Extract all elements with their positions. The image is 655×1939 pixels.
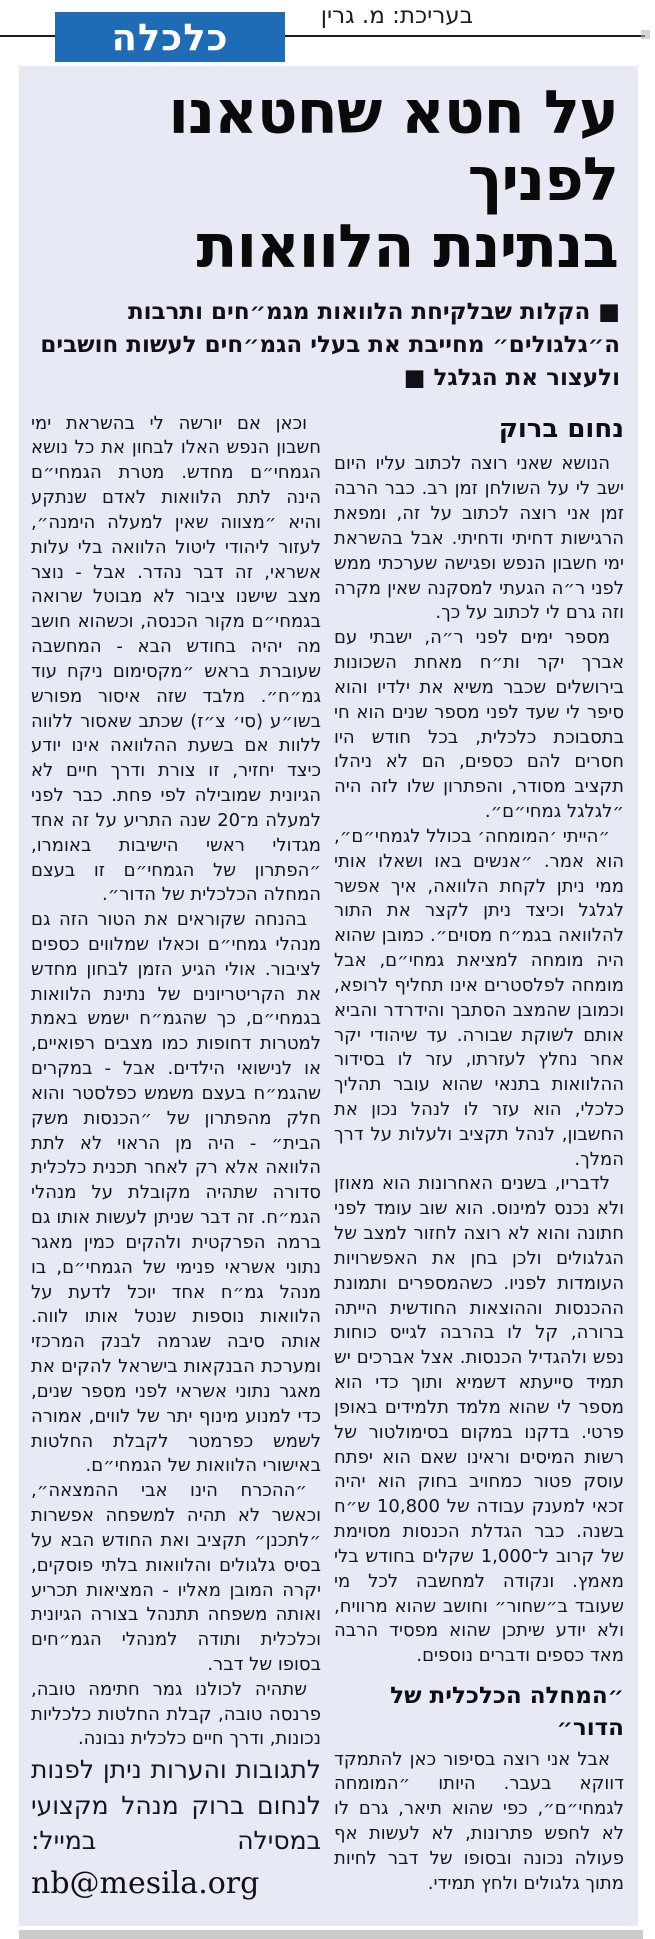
page-header [0,0,655,66]
paragraph: ״הייתי ׳המומחה׳ בכולל לגמחי״ם״, הוא אמר. ״אנשים באו ושאלו אותי ממי ניתן לקחת הלוואה, איך אפשר לגלגל וכיצד ניתן לקצר את התור להלוואה בגמ״ח מסוים״. כמובן שהוא היה מומחה למציאת גמחי״ם, אבל מומחה לפלסטרים אינו תחליף לרופא, וכמובן שהמצב הסתבך והידרדר והביא אותם לשוקת שבורה. עד שיהודי יקר אחר נחלץ לעזרתו, עזר לו בסידור ההלוואות בתנאי שהוא עובר תהליך כלכלי, הוא עזר לו לנהל נכון את החשבון, לנהל תקציב ולעלות על דרך המלך. [334,825,624,1170]
paragraph: הנושא שאני רוצה לכתוב עליו היום ישב לי על השולחן זמן רב. כבר הרבה זמן אני רוצה לכתוב על זה, ומפאת הרגישות דחיתי ודחיתי. אבל בהשראת ימי חשבון הנפש ופגישה שערכתי ממש לפני ר״ה הגעתי למסקנה שאין מקרה וזה גרם לי לכתוב על כך. [334,453,624,624]
article-title-line2: בנתינת הלוואות [196,212,618,283]
contact-email: nb@mesila.org [31,1865,260,1901]
author-byline: נחום ברוק [498,413,624,444]
paragraph: לדבריו, בשנים האחרונות הוא מאוזן ולא נכנס למינוס. הוא שוב עומד לפני חתונה והוא לא רוצה לחזור למצב של הגלגולים ולכן בחן את האפשרויות העומדות לפניו. כשהמספרים ותמונת ההכנסות וההוצאות החודשית הייתה ברורה, קל לו בהרבה לגייס כוחות נפש ולהגדיל הכנסות. אצל אברכים יש תמיד סייעתא דשמיא ותוך כדי הוא מספר לי שהוא מלמד תלמידים באופן פרטי. בדקנו במקום בסימולטור של רשות המיסים וראינו שאם הוא יפתח עוסק פטור כמחויב בחוק הוא יהיה זכאי למענק עבודה של 10,800 ש״ח בשנה. כבר הגדלת הכנסות מסוימת של קרוב ל־1,000 שקלים בחודש בלי מאמץ. ונקודה למחשבה לכל מי שעובד ב״שחור״ וחושב שהוא מרוויח, ולא יודע שיתכן שהוא מפסיד הרבה מאד כספים ודברים נוספים. [334,1173,624,1667]
paragraph: מספר ימים לפני ר״ה, ישבתי עם אברך יקר ות״ח מאחת השכונות בירושלים שכבר משיא את ילדיו והוא סיפר לי שעד לפני מספר שנים הוא חי בתסבוכת כלכלית, בכל חודש היו חסרים להם כספים, הם לא ניהלו תקציב מסודר, והפתרון שלו לזה היה ״לגלגל גמחי״ם״. [334,627,624,823]
paragraph: אבל אני רוצה בסיפור כאן להתמקד דווקא בעבר. היותו ״המומחה לגמחי״ם״, כפי שהוא תיאר, גרם לו לא לחפש פתרונות, לא לעשות אף פעולה נכונה ובסופו של דבר לחיות מתוך גלגולים ולחץ תמידי. [334,1748,624,1894]
paragraph: ״ההכרח הינו אבי ההמצאה״, וכאשר לא תהיה למשפחה אפשרות ״לתכנן״ תקציב ואת החודש הבא על בסיס גלגולים והלוואות בלתי פוסקים, יקרה המובן מאליו - המציאות תכריע ואותה משפחה תתנהל בצורה הגיונית וכלכלית ותודה למנהלי הגמ״חים בסופו של דבר. [31,1480,321,1675]
paragraph: בהנחה שקוראים את הטור הזה גם מנהלי גמחי״ם וכאלו שמלווים כספים לציבור. אולי הגיע הזמן לבחון מחדש את הקריטריונים של נתינת הלוואות בגמחי״ם, כך שהגמ״ח ישמש באמת למטרות דחופות כמו מצבים רפואיים, או לנישואי הילדים. אבל - במקרים שהגמ״ח בעצם משמש כפלסטר והוא חלק מהפתרון של ״הכנסות משק הבית״ - היה מן הראוי לא לתת הלוואה אלא רק לאחר תכנית כלכלית סדורה שתהיה מקובלת על מנהלי הגמ״ח. זה דבר שניתן לעשות אותו גם ברמה הפרקטית ולהקים כמין מאגר נתוני אשראי פנימי של הגמחי״ם, בו מנהל גמ״ח אחד יוכל לדעת על הלוואות נוספות שנטל אותו לווה. אותה סיבה שגרמה לבנק המרכזי ומערכת הבנקאות בישראל להקים את מאגר נתוני אשראי לפני מספר שנים, כדי למנוע מינוף יתר של לווים, אמורה לשמש כפרמטר לקבלת החלטות באישורי הלוואות של הגמחי״ם. [31,909,321,1477]
article-columns [31,412,624,1905]
section-badge: כלכלה [55,12,285,62]
article-title-line1: על חטא שחטאנו לפניך [168,78,618,216]
column-right [334,412,624,1905]
article-block [19,66,638,1926]
section-header: ״המחלה הכלכלית של הדור״ [390,1683,624,1741]
article-title [31,80,624,282]
paragraph: וכאן אם יורשה לי בהשראת ימי חשבון הנפש האלו לבחון את כל נושא הגמחי״ם מחדש. מטרת הגמחי״ם הינה לתת הלוואות לאדם שנתקע והיא ״מצווה שאין למעלה הימנה״, לעזור ליהודי ליטול הלוואה בלי עלות אשראי, זה דבר נהדר. אבל - נוצר מצב שישנו ציבור לא מבוטל שרואה בגמחי״ם מקור הכנסה, וכשהוא חושב מה יהיה בחודש הבא - המחשבה שעוברת בראש ״מקסימום ניקח עוד גמ״ח״. מלבד שזה איסור מפורש בשו״ע (סי׳ צ״ז) שכתב שאסור ללווה ללוות אם בשעת ההלוואה אינו יודע כיצד יחזיר, זו צורת ודרך חיים לא הגיונית שמובילה לפי פחת. כבר לפני למעלה מ־20 שנה התריע על זה אחד מגדולי ראשי הישיבות באומרו, ״הפתרון של הגמחי״ם זו בעצם המחלה הכלכלית של הדור״. [31,412,322,906]
article-bottom-shadow [19,1930,643,1939]
column-left [31,412,321,1905]
paragraph: שתהיה לכולנו גמר חתימה טובה, פרנסה טובה, קבלת החלטות כלכליות נכונות, ודרך חיים כלכלית נבונה. [31,1678,321,1750]
editor-credit: בעריכת: מ. גרין [320,3,473,29]
article-subtitle: ■ הקלות שבלקיחת הלוואות מגמ״חים ותרבות ה״גלגולים״ מחייבת את בעלי הגמ״חים לעשות חושבים ולעצור את הגלגל ■ [40,298,620,392]
header-rule-end-mark [641,30,650,39]
contact-note: לתגובות והערות ניתן לפנות לנחום ברוק מנהל מקצועי במסילה במייל: [31,1755,321,1856]
